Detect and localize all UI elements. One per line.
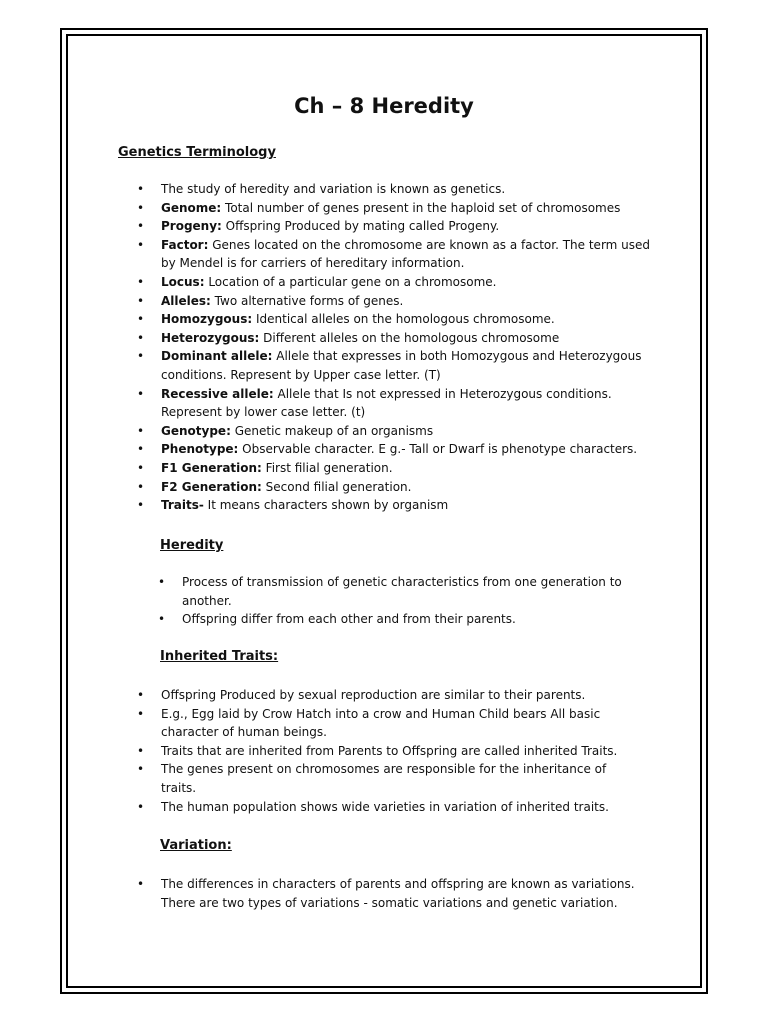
list-item	[137, 180, 657, 199]
variation-heading: Variation:	[160, 838, 232, 853]
item-text: Offspring Produced by sexual reproduction are similar to their parents.	[161, 688, 586, 702]
item-text: E.g., Egg laid by Crow Hatch into a crow and Human Child bears All basic character of human beings.	[161, 706, 601, 740]
item-text: Allele that expresses in both Homozygous and Heterozygous conditions. Represent by Upper case letter. (T)	[161, 349, 642, 382]
genetics-terminology-heading: Genetics Terminology	[118, 145, 276, 160]
list-item	[137, 292, 657, 311]
list-item	[137, 440, 657, 459]
item-text: Observable character. E g.- Tall or Dwarf is phenotype characters.	[238, 442, 638, 457]
list-item	[137, 217, 657, 236]
list-item	[137, 310, 657, 329]
list-item	[137, 496, 657, 515]
term-label: Factor:	[161, 237, 209, 252]
list-item	[137, 385, 657, 422]
item-text: Different alleles on the homologous chromosome	[259, 330, 560, 345]
list-item	[137, 686, 637, 705]
item-text: Second filial generation.	[261, 479, 412, 494]
heredity-list	[158, 573, 638, 629]
item-text: Offspring Produced by mating called Progeny.	[221, 219, 500, 234]
list-item	[158, 610, 638, 629]
item-text: Total number of genes present in the haploid set of chromosomes	[221, 200, 621, 215]
item-text: Genetic makeup of an organisms	[230, 423, 434, 438]
term-label: Progeny:	[161, 219, 222, 234]
list-item	[137, 236, 657, 273]
item-text: The differences in characters of parents and offspring are known as variations. There are two types of variations - somatic variations and genetic variation.	[161, 877, 635, 910]
list-item	[137, 329, 657, 348]
item-text: Location of a particular gene on a chromosome.	[204, 274, 497, 289]
inherited-traits-heading: Inherited Traits:	[160, 649, 279, 664]
page-title: Ch – 8 Heredity	[294, 94, 474, 118]
item-text: The genes present on chromosomes are responsible for the inheritance of traits.	[161, 762, 607, 795]
item-text: The human population shows wide varieties in variation of inherited traits.	[161, 799, 609, 814]
variation-list	[137, 875, 647, 912]
term-label: Dominant allele:	[161, 349, 273, 364]
item-text: First filial generation.	[261, 460, 393, 475]
list-item	[137, 798, 637, 817]
list-item	[137, 875, 647, 912]
list-item	[137, 273, 657, 292]
list-item	[137, 459, 657, 478]
list-item	[137, 199, 657, 218]
item-text: Genes located on the chromosome are known as a factor. The term used by Mendel is for carriers of hereditary information.	[161, 237, 651, 271]
item-text: The study of heredity and variation is known as genetics.	[161, 182, 506, 196]
list-item	[137, 478, 657, 497]
list-item	[137, 422, 657, 441]
list-item	[137, 760, 637, 797]
inherited-traits-list	[137, 686, 637, 816]
item-text: Allele that Is not expressed in Heterozygous conditions. Represent by lower case letter. (t)	[161, 386, 612, 420]
list-item	[137, 742, 637, 761]
item-text: Offspring differ from each other and from their parents.	[182, 612, 516, 627]
term-label: Genome:	[161, 200, 222, 215]
heredity-heading: Heredity	[160, 538, 224, 553]
list-item	[158, 573, 638, 610]
item-text: Traits that are inherited from Parents to Offspring are called inherited Traits.	[161, 743, 618, 758]
item-text: Two alternative forms of genes.	[210, 293, 404, 308]
term-label: F2 Generation:	[161, 479, 262, 494]
term-label: F1 Generation:	[161, 460, 262, 475]
term-label: Locus:	[161, 274, 205, 289]
term-label: Homozygous:	[161, 312, 253, 327]
term-label: Heterozygous:	[161, 330, 260, 345]
term-label: Phenotype:	[161, 442, 239, 457]
item-text: Identical alleles on the homologous chromosome.	[252, 312, 555, 327]
genetics-terminology-list	[137, 180, 657, 515]
term-label: Genotype:	[161, 423, 231, 438]
item-text: It means characters shown by organism	[203, 498, 449, 513]
term-label: Recessive allele:	[161, 386, 274, 401]
list-item	[137, 705, 637, 742]
term-label: Traits-	[161, 498, 204, 513]
list-item	[137, 347, 657, 384]
item-text: Process of transmission of genetic characteristics from one generation to another.	[182, 575, 622, 608]
term-label: Alleles:	[161, 293, 211, 308]
